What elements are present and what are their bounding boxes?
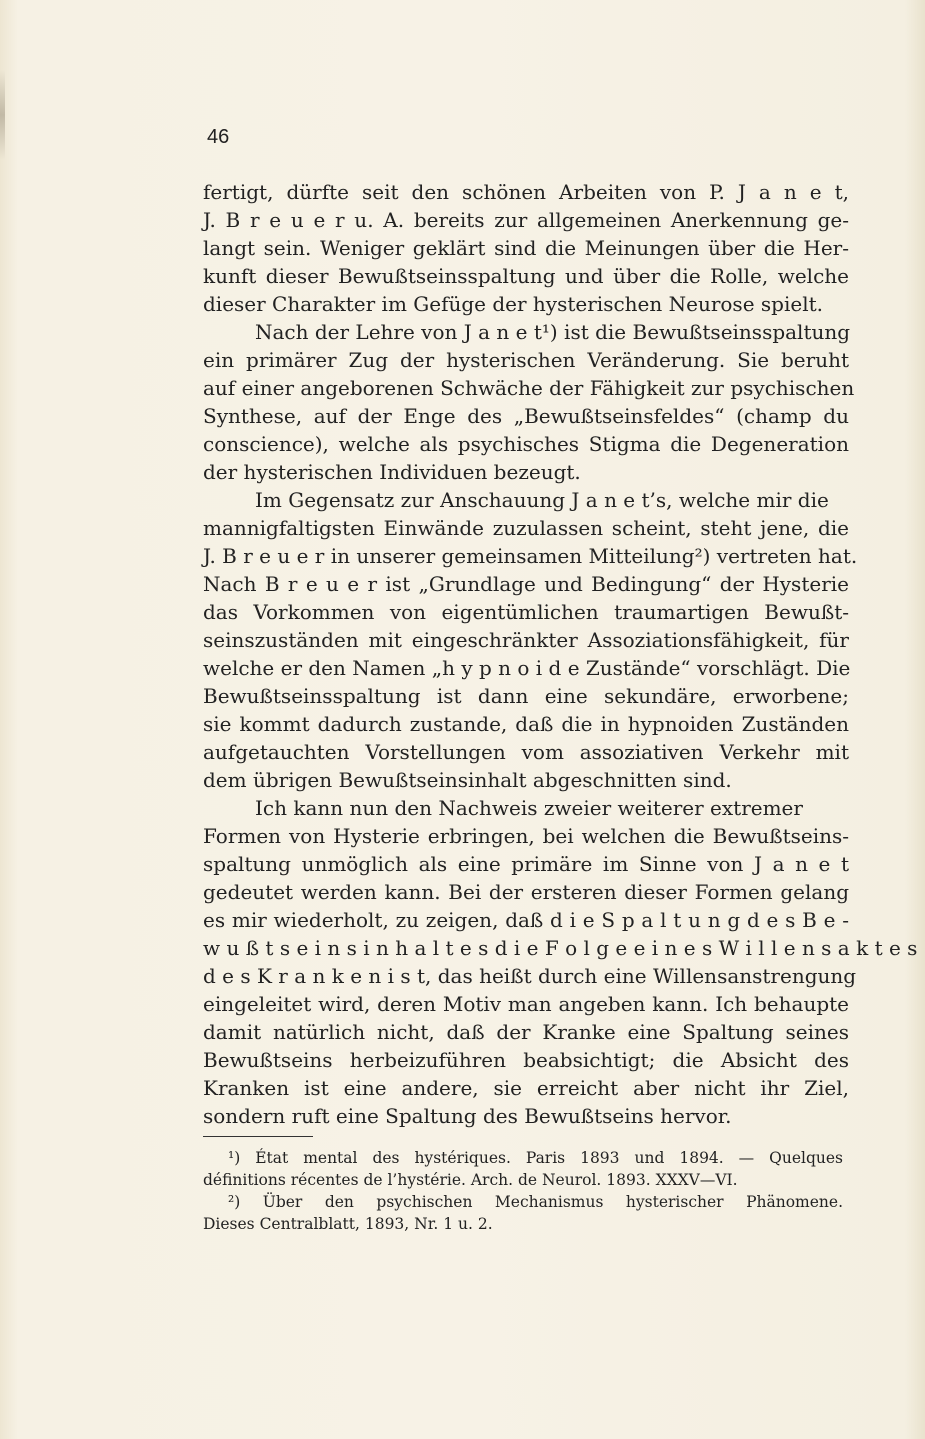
text-line: fertigt, dürfte seit den schönen Arbeiten von P. J a n e t, — [203, 180, 849, 204]
text-line: der hysterischen Individuen bezeugt. — [203, 460, 581, 484]
text-line: welche er den Namen „h y p n o i d e Zustände“ vorschlägt. Die — [203, 656, 851, 680]
page-number: 46 — [207, 126, 230, 148]
text-line: eingeleitet wird, deren Motiv man angeben kann. Ich behaupte — [203, 992, 849, 1016]
text-line: es mir wiederholt, zu zeigen, daß d i e S p a l t u n g d e s B e - — [203, 908, 849, 932]
text-line: Im Gegensatz zur Anschauung J a n e t’s, welche mir die — [255, 488, 829, 512]
text-line: J. B r e u e r u. A. bereits zur allgemeinen Anerkennung ge- — [203, 208, 849, 232]
footnote-line: ²) Über den psychischen Mechanismus hysterischer Phänomene. — [228, 1193, 843, 1211]
text-line: J. B r e u e r in unserer gemeinsamen Mitteilung²) vertreten hat. — [203, 544, 858, 568]
text-line: w u ß t s e i n s i n h a l t e s d i e F o l g e e i n e s W i l l e n s a k t e s — [203, 936, 918, 960]
text-line: das Vorkommen von eigentümlichen traumartigen Bewußt- — [203, 600, 849, 624]
text-line: Kranken ist eine andere, sie erreicht aber nicht ihr Ziel, — [203, 1076, 849, 1100]
text-line: ein primärer Zug der hysterischen Veränderung. Sie beruht — [203, 348, 849, 372]
text-line: sondern ruft eine Spaltung des Bewußtseins hervor. — [203, 1104, 732, 1128]
text-line: mannigfaltigsten Einwände zuzulassen scheint, steht jene, die — [203, 516, 849, 540]
text-line: auf einer angeborenen Schwäche der Fähigkeit zur psychischen — [203, 376, 855, 400]
footnote-line: ¹) État mental des hystériques. Paris 1893 und 1894. — Quelques — [228, 1149, 843, 1167]
text-line: seinszuständen mit eingeschränkter Assoziationsfähigkeit, für — [203, 628, 849, 652]
text-line: d e s K r a n k e n i s t, das heißt durch eine Willensanstrengung — [203, 964, 857, 988]
page-edge-shadow — [0, 70, 5, 160]
text-line: spaltung unmöglich als eine primäre im Sinne von J a n e t — [203, 852, 849, 876]
text-line: Synthese, auf der Enge des „Bewußtseinsfeldes“ (champ du — [203, 404, 849, 428]
text-line: Bewußtseins herbeizuführen beabsichtigt; die Absicht des — [203, 1048, 849, 1072]
text-line: gedeutet werden kann. Bei der ersteren dieser Formen gelang — [203, 880, 849, 904]
text-line: Nach der Lehre von J a n e t¹) ist die Bewußtseinsspaltung — [255, 320, 851, 344]
text-line: Nach B r e u e r ist „Grundlage und Bedingung“ der Hysterie — [203, 572, 849, 596]
footnote-line: définitions récentes de l’hystérie. Arch. de Neurol. 1893. XXXV—VI. — [203, 1171, 738, 1189]
text-line: kunft dieser Bewußtseinsspaltung und über die Rolle, welche — [203, 264, 849, 288]
footnote-line: Dieses Centralblatt, 1893, Nr. 1 u. 2. — [203, 1215, 493, 1233]
text-line: dieser Charakter im Gefüge der hysterischen Neurose spielt. — [203, 292, 823, 316]
text-line: conscience), welche als psychisches Stigma die Degeneration — [203, 432, 849, 456]
text-line: langt sein. Weniger geklärt sind die Meinungen über die Her- — [203, 236, 849, 260]
text-line: damit natürlich nicht, daß der Kranke eine Spaltung seines — [203, 1020, 849, 1044]
text-line: Bewußtseinsspaltung ist dann eine sekundäre, erworbene; — [203, 684, 849, 708]
text-line: Formen von Hysterie erbringen, bei welchen die Bewußtseins- — [203, 824, 849, 848]
text-line: dem übrigen Bewußtseinsinhalt abgeschnitten sind. — [203, 768, 732, 792]
text-line: aufgetauchten Vorstellungen vom assoziativen Verkehr mit — [203, 740, 849, 764]
text-line: sie kommt dadurch zustande, daß die in hypnoiden Zuständen — [203, 712, 849, 736]
footnote-divider — [203, 1136, 313, 1137]
text-line: Ich kann nun den Nachweis zweier weiterer extremer — [255, 796, 803, 820]
